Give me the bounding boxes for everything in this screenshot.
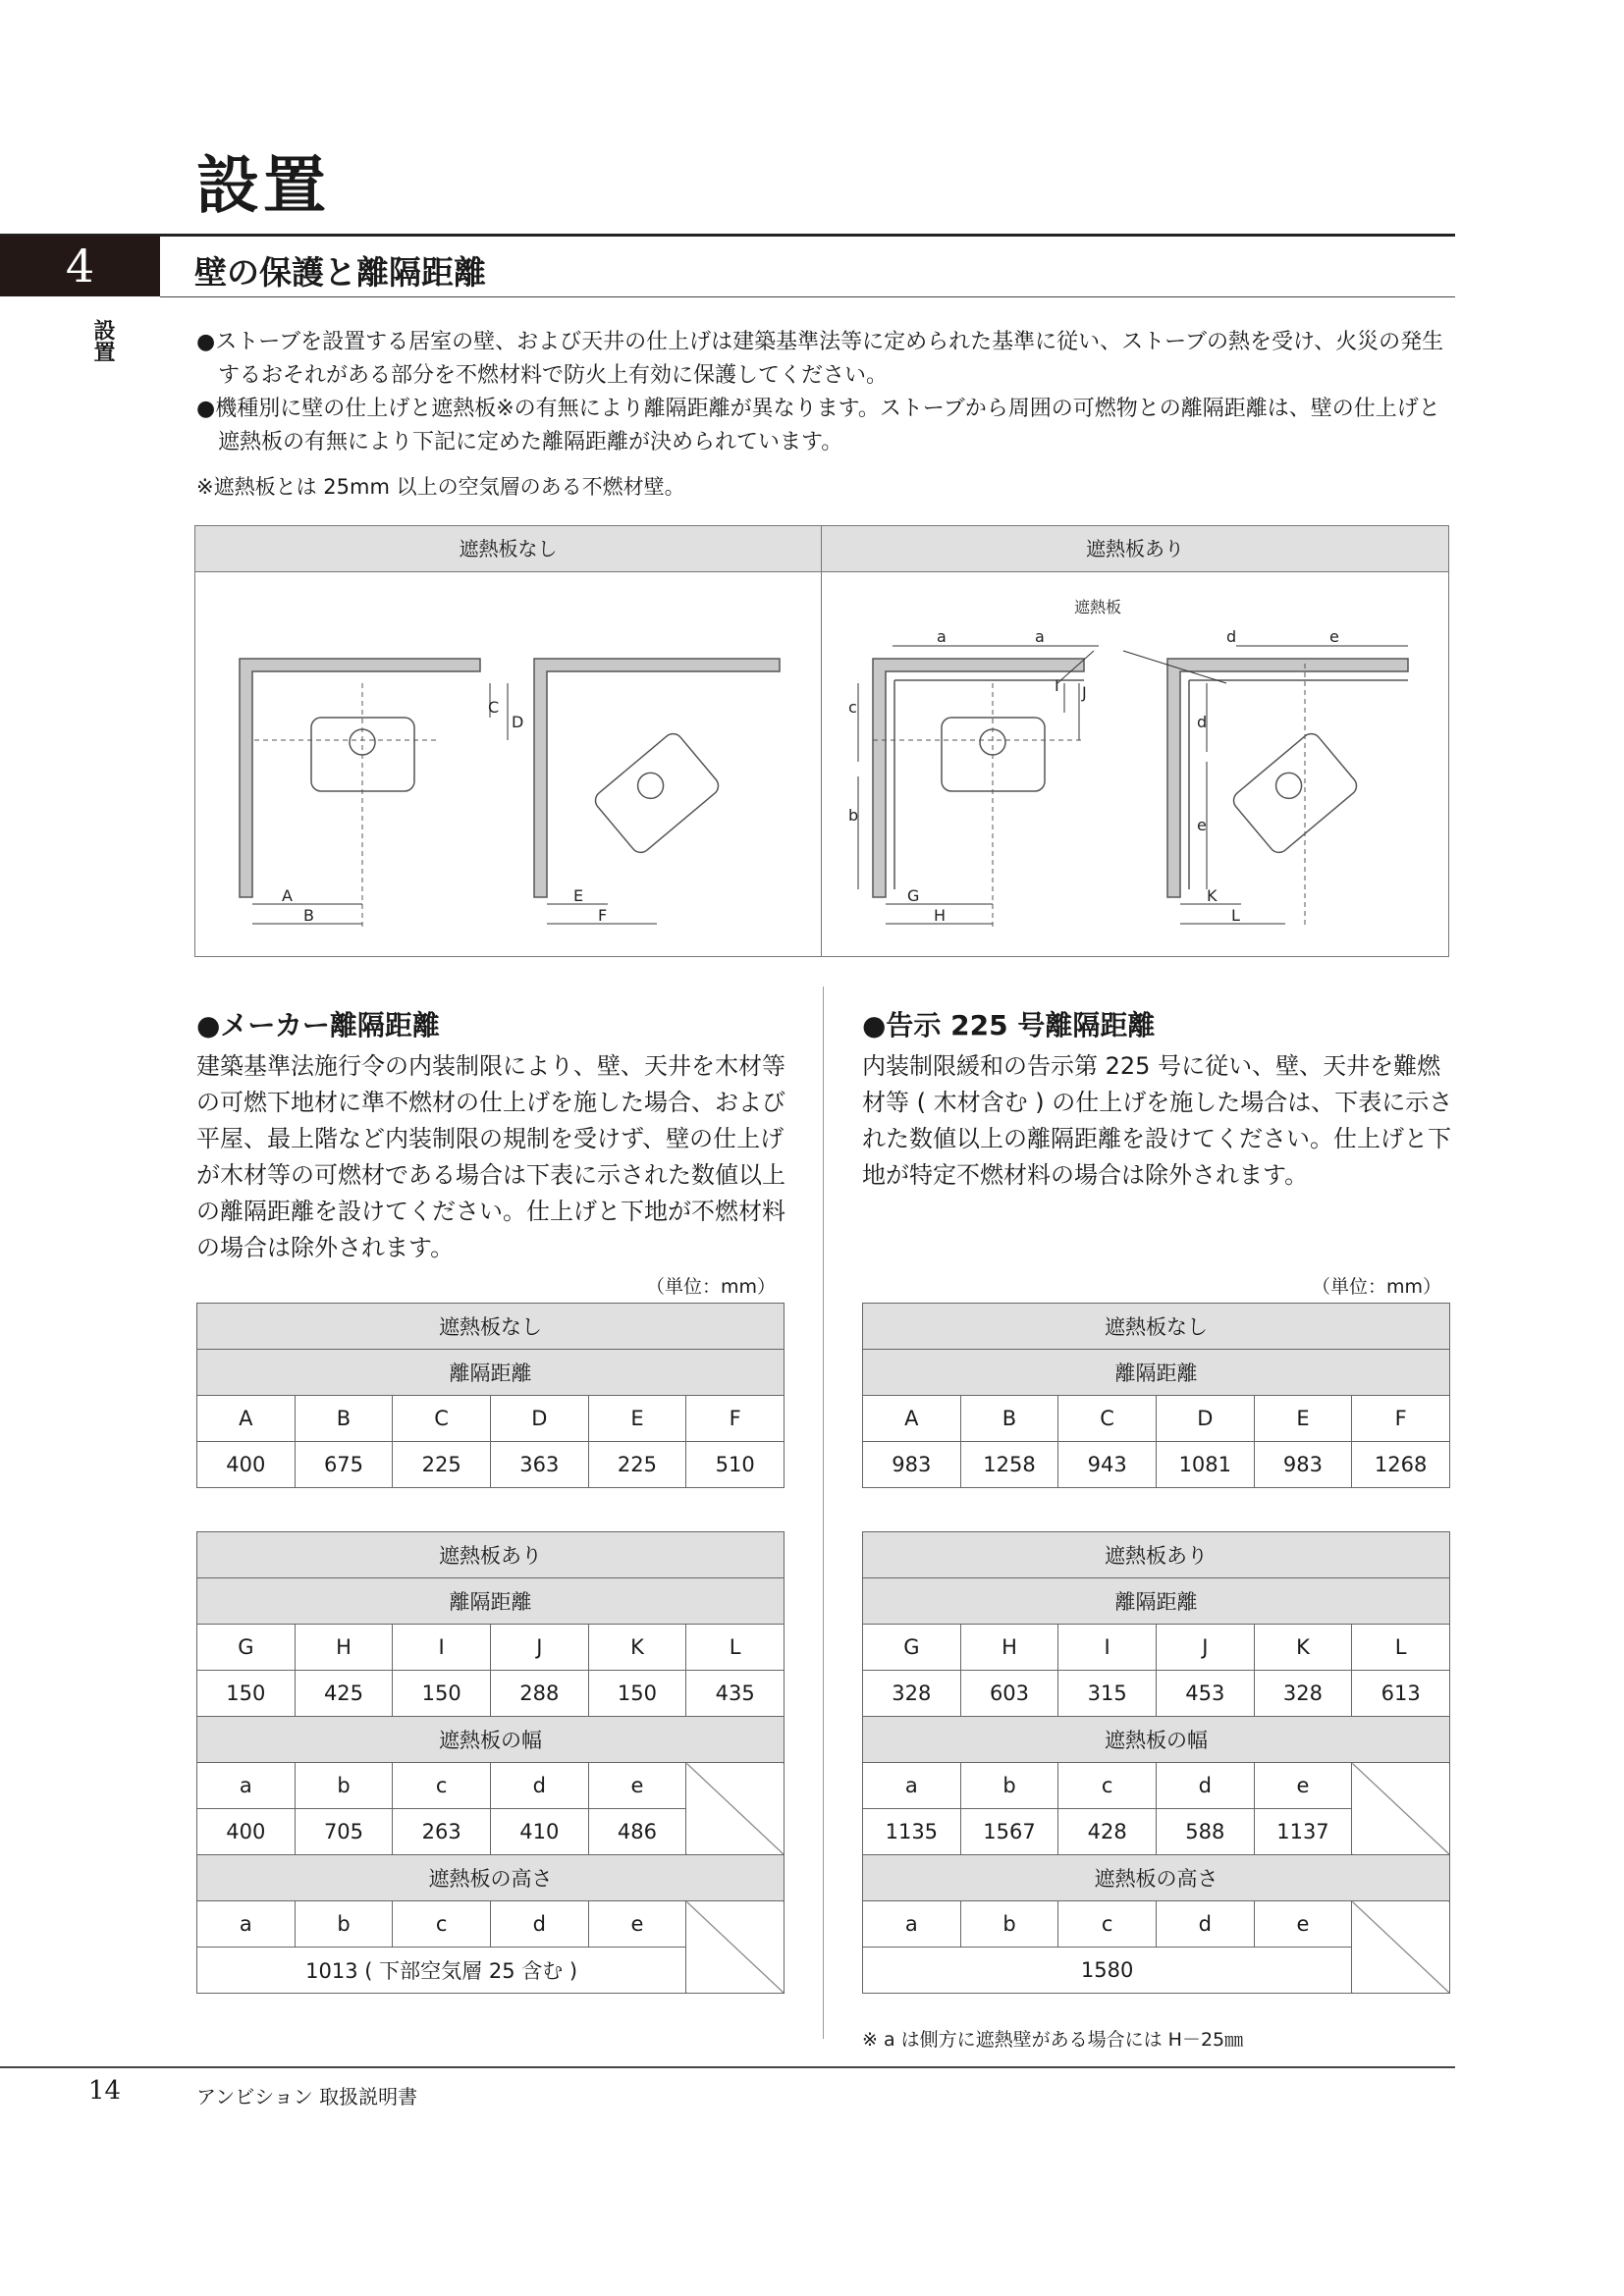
value-cell: 150 bbox=[588, 1671, 686, 1717]
value-cell: 225 bbox=[588, 1442, 686, 1488]
col-header: G bbox=[863, 1625, 961, 1671]
col-header: c bbox=[1058, 1763, 1157, 1809]
label-D: D bbox=[512, 713, 524, 731]
value-cell: 410 bbox=[490, 1809, 588, 1855]
col-header: K bbox=[588, 1625, 686, 1671]
col-header: L bbox=[1352, 1625, 1450, 1671]
table-subhead: 離隔距離 bbox=[197, 1350, 785, 1396]
footnote: ※ a は側方に遮熱壁がある場合には H－25㎜ bbox=[862, 2029, 1244, 2051]
col-header: e bbox=[1254, 1763, 1352, 1809]
label-e2: e bbox=[1197, 816, 1207, 834]
label-G: G bbox=[907, 886, 920, 905]
value-cell: 983 bbox=[863, 1442, 961, 1488]
col-header: b bbox=[960, 1763, 1058, 1809]
label-J: J bbox=[1082, 683, 1087, 702]
value-cell: 603 bbox=[960, 1671, 1058, 1717]
label-shield: 遮熱板 bbox=[1074, 598, 1122, 616]
maker-clearance-text: 建築基準法施行令の内装制限により、壁、天井を木材等の可燃下地材に準不燃材の仕上げを施した場合、および平屋、最上階など内装制限の規制を受けず、壁の仕上げが木材等の可燃材である場合は下表に示された数値以上の離隔距離を設けてください。仕上げと下地が不燃材料の場合は除外されます。 bbox=[196, 1052, 785, 1261]
value-cell: 435 bbox=[686, 1671, 785, 1717]
value-cell: 1268 bbox=[1352, 1442, 1450, 1488]
label-I: I bbox=[1055, 676, 1059, 695]
col-header: I bbox=[1058, 1625, 1157, 1671]
bullet-2: ●機種別に壁の仕上げと遮熱板※の有無により離隔距離が異なります。ストーブから周囲の可燃物との離隔距離は、壁の仕上げと遮熱板の有無により下記に定めた離隔距離が決められています。 bbox=[196, 397, 1440, 454]
empty-diagonal-cell bbox=[1352, 1901, 1450, 1994]
col-header: J bbox=[1156, 1625, 1254, 1671]
col-header: E bbox=[588, 1396, 686, 1442]
notice-clearance-text: 内装制限緩和の告示第 225 号に従い、壁、天井を難燃材等 ( 木材含む ) の仕上げを施した場合は、下表に示された数値以上の離隔距離を設けてください。仕上げと下地が特定不燃材料の場合は除外されます。 bbox=[862, 1052, 1453, 1189]
wall-corner-left bbox=[240, 659, 480, 897]
clearance-diagram bbox=[194, 525, 1449, 957]
value-cell: 225 bbox=[393, 1442, 491, 1488]
shield-note: ※遮熱板とは 25mm 以上の空気層のある不燃材壁。 bbox=[196, 475, 685, 499]
col-header: b bbox=[295, 1901, 393, 1948]
label-b: b bbox=[848, 806, 859, 825]
col-header: I bbox=[393, 1625, 491, 1671]
empty-diagonal-cell bbox=[686, 1901, 785, 1994]
value-cell: 400 bbox=[197, 1442, 296, 1488]
wall-with-shield-left bbox=[873, 659, 1084, 897]
value-cell: 150 bbox=[197, 1671, 296, 1717]
col-header: D bbox=[490, 1396, 588, 1442]
col-header: d bbox=[490, 1763, 588, 1809]
table-subhead: 離隔距離 bbox=[863, 1350, 1450, 1396]
unit-label-left: （単位：mm） bbox=[645, 1276, 776, 1298]
col-header: a bbox=[197, 1763, 296, 1809]
col-header: c bbox=[393, 1901, 491, 1948]
table-head: 遮熱板あり bbox=[863, 1532, 1450, 1578]
stove-flue-left bbox=[350, 729, 375, 755]
col-header: e bbox=[588, 1763, 686, 1809]
shield-line-1 bbox=[894, 680, 1084, 889]
bullet-1: ●ストーブを設置する居室の壁、および天井の仕上げは建築基準法等に定められた基準に従い、ストーブの熱を受け、火災の発生するおそれがある部分を不燃材料で防火上有効に保護してください。 bbox=[196, 330, 1444, 388]
col-header: a bbox=[863, 1763, 961, 1809]
value-cell: 588 bbox=[1156, 1809, 1254, 1855]
value-cell: 983 bbox=[1254, 1442, 1352, 1488]
col-header: d bbox=[490, 1901, 588, 1948]
unit-label-right: （単位：mm） bbox=[1311, 1276, 1441, 1298]
col-header: e bbox=[1254, 1901, 1352, 1948]
col-header: b bbox=[295, 1763, 393, 1809]
diagram-head-with-shield: 遮熱板あり bbox=[822, 526, 1448, 572]
col-header: J bbox=[490, 1625, 588, 1671]
maker-table-no-shield bbox=[196, 1303, 785, 1488]
col-header: B bbox=[295, 1396, 393, 1442]
col-header: A bbox=[197, 1396, 296, 1442]
section-underline bbox=[160, 296, 1455, 297]
value-cell: 1567 bbox=[960, 1809, 1058, 1855]
value-cell: 288 bbox=[490, 1671, 588, 1717]
value-cell: 1081 bbox=[1156, 1442, 1254, 1488]
bullet-list bbox=[196, 326, 1453, 459]
height-value-cell: 1580 bbox=[863, 1948, 1352, 1994]
col-header: G bbox=[197, 1625, 296, 1671]
col-header: F bbox=[1352, 1396, 1450, 1442]
value-cell: 613 bbox=[1352, 1671, 1450, 1717]
value-cell: 510 bbox=[686, 1442, 785, 1488]
label-L: L bbox=[1231, 906, 1240, 925]
value-cell: 328 bbox=[1254, 1671, 1352, 1717]
value-cell: 1137 bbox=[1254, 1809, 1352, 1855]
height-value-cell: 1013 ( 下部空気層 25 含む ) bbox=[197, 1948, 686, 1994]
value-cell: 486 bbox=[588, 1809, 686, 1855]
stove-flue-right bbox=[980, 729, 1005, 755]
table-head: 遮熱板なし bbox=[197, 1304, 785, 1350]
col-header: K bbox=[1254, 1625, 1352, 1671]
col-header: E bbox=[1254, 1396, 1352, 1442]
value-cell: 315 bbox=[1058, 1671, 1157, 1717]
stove-corner-left bbox=[591, 730, 722, 857]
label-H: H bbox=[934, 906, 947, 925]
col-header: B bbox=[960, 1396, 1058, 1442]
empty-diagonal-cell bbox=[686, 1763, 785, 1855]
col-header: d bbox=[1156, 1901, 1254, 1948]
value-cell: 263 bbox=[393, 1809, 491, 1855]
label-F: F bbox=[598, 906, 608, 925]
table-subhead: 離隔距離 bbox=[863, 1578, 1450, 1625]
col-header: L bbox=[686, 1625, 785, 1671]
value-cell: 1258 bbox=[960, 1442, 1058, 1488]
value-cell: 705 bbox=[295, 1809, 393, 1855]
col-header: C bbox=[393, 1396, 491, 1442]
value-cell: 425 bbox=[295, 1671, 393, 1717]
shield-width-head: 遮熱板の幅 bbox=[863, 1717, 1450, 1763]
diagram-head-no-shield: 遮熱板なし bbox=[195, 526, 822, 572]
section-top-rule bbox=[0, 234, 1455, 237]
col-header: c bbox=[1058, 1901, 1157, 1948]
value-cell: 328 bbox=[863, 1671, 961, 1717]
label-A: A bbox=[282, 886, 293, 905]
wall-with-shield-right bbox=[1167, 659, 1408, 897]
label-c: c bbox=[848, 698, 857, 717]
value-cell: 943 bbox=[1058, 1442, 1157, 1488]
value-cell: 150 bbox=[393, 1671, 491, 1717]
shield-width-head: 遮熱板の幅 bbox=[197, 1717, 785, 1763]
col-header: b bbox=[960, 1901, 1058, 1948]
label-a1: a bbox=[937, 627, 947, 646]
notice-clearance-heading: ●告示 225 号離隔距離 bbox=[862, 1009, 1156, 1041]
page-title: 設置 bbox=[196, 149, 330, 223]
col-header: C bbox=[1058, 1396, 1157, 1442]
label-e1: e bbox=[1329, 627, 1339, 646]
section-number: 4 bbox=[0, 236, 160, 296]
notice-table-with-shield bbox=[862, 1531, 1450, 1994]
value-cell: 400 bbox=[197, 1809, 296, 1855]
shield-line-2 bbox=[1189, 680, 1408, 889]
footer-title: アンビション 取扱説明書 bbox=[196, 2085, 418, 2109]
label-d1: d bbox=[1226, 627, 1237, 646]
col-header: D bbox=[1156, 1396, 1254, 1442]
notice-table-no-shield bbox=[862, 1303, 1450, 1488]
table-subhead: 離隔距離 bbox=[197, 1578, 785, 1625]
page-number: 14 bbox=[88, 2076, 122, 2106]
table-head: 遮熱板なし bbox=[863, 1304, 1450, 1350]
col-header: c bbox=[393, 1763, 491, 1809]
col-header: F bbox=[686, 1396, 785, 1442]
value-cell: 675 bbox=[295, 1442, 393, 1488]
side-chapter-label: 設置 bbox=[90, 319, 116, 362]
section-title: 壁の保護と離隔距離 bbox=[194, 253, 486, 292]
label-E: E bbox=[573, 886, 584, 905]
label-a2: a bbox=[1035, 627, 1045, 646]
maker-table-with-shield bbox=[196, 1531, 785, 1994]
label-C: C bbox=[488, 698, 500, 717]
col-header: a bbox=[197, 1901, 296, 1948]
empty-diagonal-cell bbox=[1352, 1763, 1450, 1855]
col-header: H bbox=[295, 1625, 393, 1671]
value-cell: 453 bbox=[1156, 1671, 1254, 1717]
shield-height-head: 遮熱板の高さ bbox=[863, 1855, 1450, 1901]
shield-height-head: 遮熱板の高さ bbox=[197, 1855, 785, 1901]
label-d2: d bbox=[1197, 713, 1208, 731]
diagram-drawing bbox=[195, 526, 1448, 956]
label-B: B bbox=[303, 906, 314, 925]
value-cell: 363 bbox=[490, 1442, 588, 1488]
value-cell: 428 bbox=[1058, 1809, 1157, 1855]
col-header: H bbox=[960, 1625, 1058, 1671]
col-header: e bbox=[588, 1901, 686, 1948]
stove-corner-right bbox=[1229, 730, 1360, 857]
column-divider bbox=[823, 987, 824, 2039]
footer-rule bbox=[0, 2066, 1455, 2068]
col-header: a bbox=[863, 1901, 961, 1948]
maker-clearance-heading: ●メーカー離隔距離 bbox=[196, 1009, 440, 1041]
value-cell: 1135 bbox=[863, 1809, 961, 1855]
table-head: 遮熱板あり bbox=[197, 1532, 785, 1578]
col-header: d bbox=[1156, 1763, 1254, 1809]
wall-corner-right bbox=[534, 659, 780, 897]
label-K: K bbox=[1207, 886, 1218, 905]
col-header: A bbox=[863, 1396, 961, 1442]
